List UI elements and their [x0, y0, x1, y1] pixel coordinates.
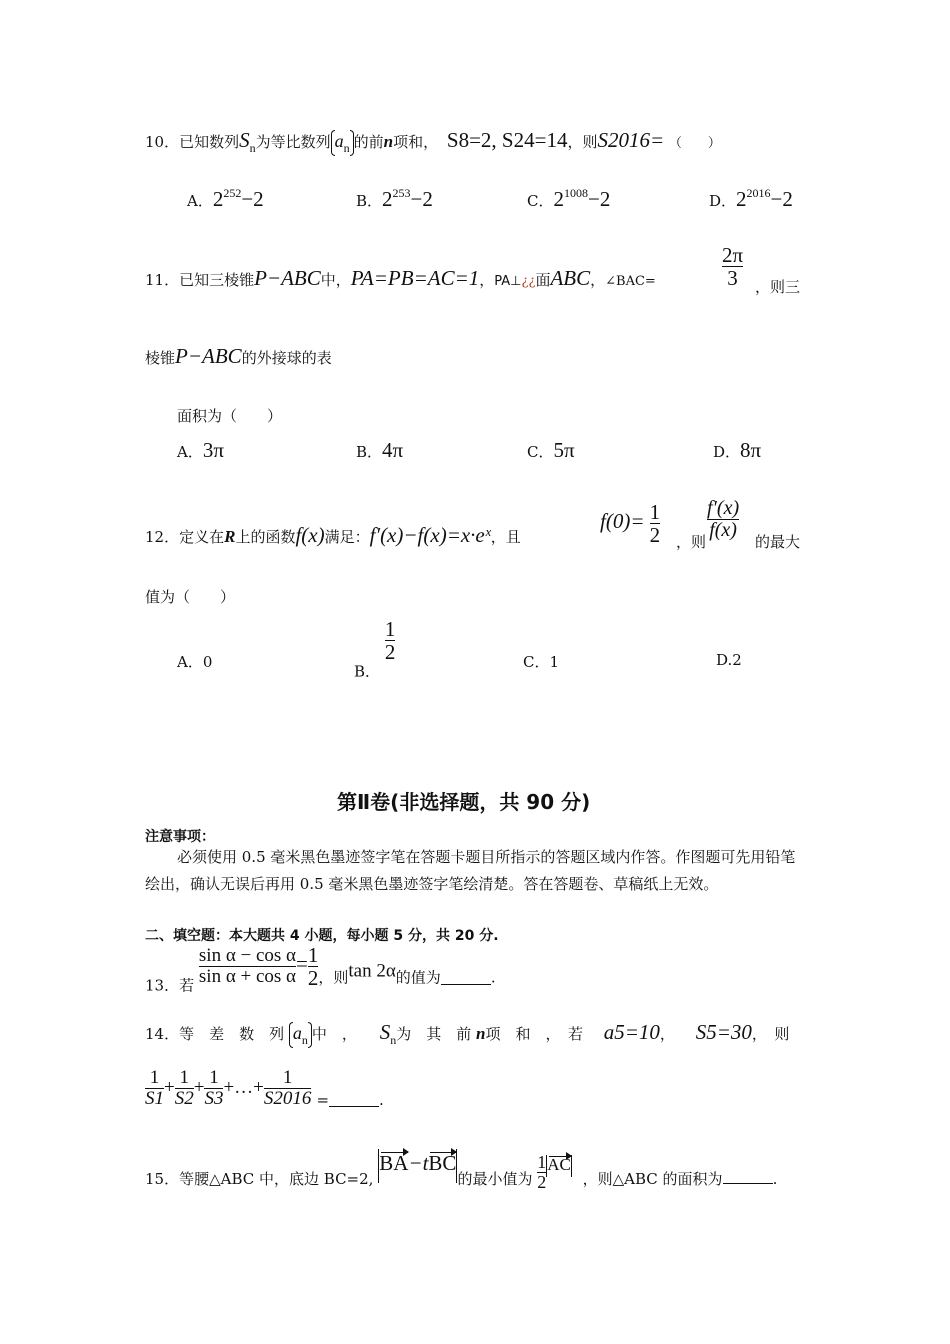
- q10-option-c-label: C．: [527, 192, 554, 210]
- q13-number: 13．: [145, 976, 180, 995]
- notice-heading: 注意事项：: [145, 829, 215, 845]
- q12-text-2: 上的函数: [235, 528, 296, 546]
- q15-vector-expression: BA−tBC: [379, 1151, 457, 1175]
- q12-ratio-den: f(x): [709, 519, 737, 541]
- q15-text-3: ，则△ABC 的面积为: [582, 1170, 723, 1188]
- q12-half: $\frac{1}{2}$: [649, 500, 661, 548]
- q11-line2: 棱锥P−ABC的外接球的表: [145, 344, 332, 368]
- q11-option-d[interactable]: D．8π: [713, 438, 762, 462]
- q14-n: n: [475, 1024, 486, 1043]
- q10-n: n: [383, 132, 394, 151]
- q10-an: $a_n$: [334, 131, 350, 155]
- q13-text-1: 若: [179, 976, 195, 995]
- q12-f0: f(0)= $\frac{1}{2}$: [600, 500, 661, 548]
- q10-number: 10．: [145, 133, 180, 151]
- q10-text-3: 的前: [353, 133, 384, 151]
- q12-fx: f(x): [295, 523, 325, 547]
- q12-option-b[interactable]: B． $\frac{1}{2}$: [354, 617, 396, 681]
- q11-angle: ∠BAC=: [605, 274, 656, 289]
- q12-text-3: 满足：: [324, 528, 370, 546]
- q10-option-b-label: B．: [356, 192, 383, 210]
- q13-text-3: 的值为: [395, 968, 441, 987]
- q11-garbled: ¿¿: [521, 274, 536, 289]
- q12-R: R: [224, 527, 236, 546]
- q10-option-d-label: D．: [709, 192, 737, 210]
- notice-body: 必须使用 0.5 毫米黑色墨迹签字笔在答题卡题目所指示的答题区域内作答。作图题可先用铅笔绘出，确认无误后再用 0.5 毫米黑色墨迹签字笔绘清楚。答在答题卷、草稿纸上无效。: [145, 848, 796, 893]
- q13-half: $\frac{1}{2}$: [307, 943, 319, 991]
- q10-option-d[interactable]: [709, 186, 793, 212]
- q11-option-c[interactable]: C．5π: [527, 438, 575, 462]
- q13-answer-blank[interactable]: [441, 970, 491, 985]
- q12-text-1: 定义在: [179, 528, 225, 546]
- q12-ratio-num: f′(x): [707, 497, 740, 519]
- part2-heading: 二、填空题：本大题共 4 小题，每小题 5 分，共 20 分.: [145, 928, 499, 944]
- q14-text-5: ， 则: [751, 1025, 790, 1043]
- section-title: 第Ⅱ卷(非选择题，共 90 分): [337, 790, 591, 814]
- q10-option-d-value: $2^{2016}-2$: [736, 186, 793, 211]
- q12-text-6: 的最大: [755, 533, 801, 551]
- q14-a5: a5=10: [603, 1020, 660, 1044]
- q15-stem: 15．等腰△ABC 中，底边 BC=2, BA−tBC的最小值为 $\frac{1}{2}$ AC ，则△ABC 的面积为 .: [145, 1151, 778, 1192]
- q11-option-a-value: 3π: [202, 438, 224, 462]
- q12-number: 12．: [145, 528, 180, 546]
- q15-vec-bc: BC: [428, 1151, 457, 1175]
- q12-line2: 值为（ ）: [145, 588, 236, 606]
- q12-option-d[interactable]: D.2: [716, 651, 742, 669]
- q14-text-2: 中 ，: [311, 1025, 357, 1043]
- q14-number: 14．: [145, 1025, 180, 1043]
- q10-option-b-value: $2^{253}-2$: [382, 186, 433, 211]
- q14-stem: 14．等 差 数 列 $a_n$ 中 ， $S_n$为 其 前 n项 和 ， 若 a5=10， S5=30， 则: [145, 1020, 790, 1047]
- q11-perp: PA⊥: [494, 274, 522, 289]
- q14-s5: S5=30: [695, 1020, 752, 1044]
- q11-option-a[interactable]: A．3π: [177, 438, 224, 462]
- q13-fraction: [199, 946, 296, 987]
- q14-sn: $S_n$: [379, 1020, 397, 1047]
- q11-text-6: ，则三: [755, 278, 801, 296]
- q11-line3: 面积为（ ）: [177, 407, 283, 425]
- q11-abc: ABC: [550, 266, 591, 290]
- q10-text-1: 已知数列: [179, 133, 240, 151]
- q14-term-1: $\frac{1}{S1}$: [145, 1067, 164, 1109]
- q15-number: 15．: [145, 1170, 180, 1188]
- q15-answer-blank[interactable]: [723, 1169, 773, 1184]
- q11-pabc: P−ABC: [254, 266, 321, 290]
- q11-option-c-value: 5π: [553, 438, 575, 462]
- q12-stem: [145, 523, 521, 548]
- q10-option-a[interactable]: [187, 186, 264, 212]
- q15-vec-ac: AC: [547, 1155, 571, 1174]
- q13-numerator: sin α − cos α: [198, 945, 297, 967]
- q14-text-3: 为 其 前: [396, 1025, 472, 1043]
- q14-term-last: $\frac{1}{S2016}$: [263, 1067, 312, 1109]
- q14-term-3: $\frac{1}{S3}$: [204, 1067, 224, 1109]
- q14-an: $a_n$: [292, 1023, 308, 1047]
- q12-ratio: [707, 498, 739, 541]
- q11-pabc-2: P−ABC: [175, 344, 242, 368]
- q11-option-b[interactable]: B．4π: [356, 438, 404, 462]
- q11-option-b-value: 4π: [382, 438, 404, 462]
- q11-text-5: ，: [590, 271, 606, 289]
- q10-text-4: 项和，: [393, 133, 439, 151]
- q11-angle-fraction: [722, 244, 743, 289]
- q14-text-1: 等 差 数 列: [179, 1025, 285, 1043]
- q10-text-5: ，则: [567, 133, 598, 151]
- q13-stem: 13．若 $\frac{\text{sin α − cos α}}{\text{sin α + cos α}}$ = $\frac{1}{2}$ ，则tan 2α的值为 .: [145, 943, 496, 995]
- q11-frac-den: 3: [727, 266, 738, 291]
- q12-option-c[interactable]: C．1: [523, 653, 560, 671]
- q11-text-2: 中，: [320, 271, 351, 289]
- q10-sn: $S_n$: [239, 128, 256, 155]
- q15-text-2: 的最小值为: [457, 1170, 533, 1188]
- q11-equation: PA=PB=AC=1: [350, 266, 480, 290]
- q14-text-4: 项 和 ， 若: [485, 1025, 583, 1043]
- q10-option-c-value: $2^{1008}-2$: [553, 186, 611, 211]
- q10-option-a-label: A．: [187, 192, 213, 210]
- q10-option-b[interactable]: [356, 186, 433, 212]
- q10-s2016: S2016=: [597, 128, 665, 152]
- q14-sum: $\frac{1}{S1}$ + $\frac{1}{S2}$ + $\frac{1}{S3}$ +…+ $\frac{1}{S2016}$ = .: [145, 1067, 384, 1109]
- q11-frac-num: 2π: [722, 243, 744, 267]
- q10-stem: [145, 128, 721, 156]
- q11-text-1: 已知三棱锥: [179, 271, 255, 289]
- q14-answer-blank[interactable]: [329, 1092, 379, 1107]
- q15-vec-ba: BA: [379, 1151, 409, 1175]
- q10-paren: （ ）: [668, 136, 721, 151]
- q11-text-4: 面: [535, 271, 551, 289]
- q12-option-b-value: $\frac{1}{2}$: [384, 617, 396, 665]
- q12-text-4: ，且: [490, 528, 521, 546]
- q14-term-2: $\frac{1}{S2}$: [174, 1067, 194, 1109]
- q10-condition: S8=2, S24=14: [446, 128, 568, 152]
- q13-tan: tan 2α: [348, 960, 396, 982]
- q15-text-1: 等腰△ABC 中，底边 BC=2,: [179, 1170, 374, 1188]
- q11-number: 11．: [145, 271, 180, 289]
- q10-option-a-value: $2^{252}-2$: [212, 186, 264, 211]
- q10-text-2: 为等比数列: [255, 133, 331, 151]
- q12-option-a[interactable]: A．0: [177, 653, 213, 671]
- q11-stem: [145, 266, 656, 291]
- q15-half: $\frac{1}{2}$: [537, 1152, 547, 1192]
- q10-option-c[interactable]: [527, 186, 610, 212]
- q11-option-d-value: 8π: [740, 438, 762, 462]
- q11-text-3: ，: [479, 271, 495, 289]
- q13-denominator: sin α + cos α: [198, 966, 297, 988]
- q12-text-5: ，则: [676, 533, 707, 551]
- q12-equation: f′(x)−f(x)=x·eˣ: [369, 523, 491, 547]
- q13-text-2: ，则: [318, 968, 349, 987]
